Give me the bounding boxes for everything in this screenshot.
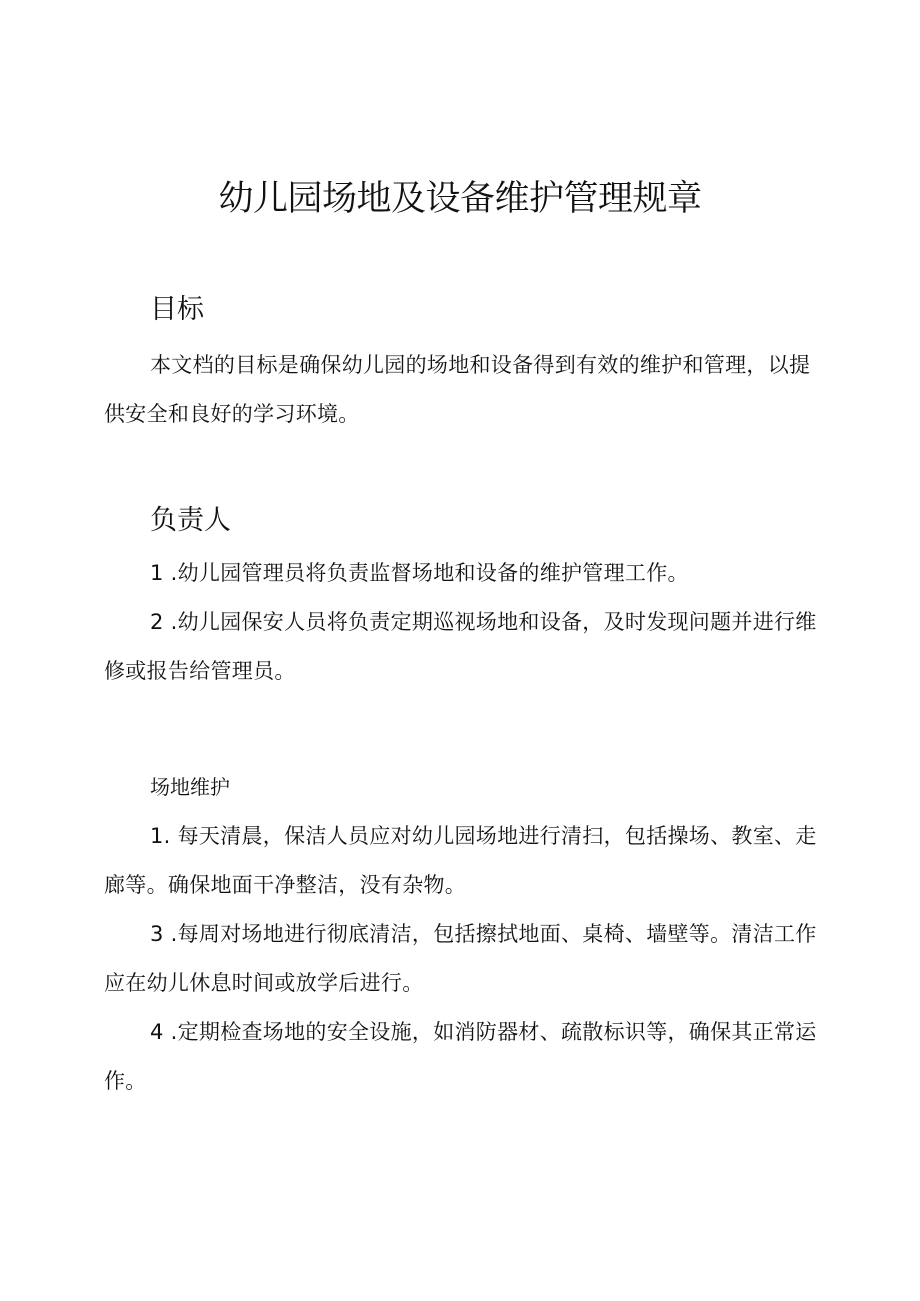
paragraph-responsible-1: 1 .幼儿园管理员将负责监督场地和设备的维护管理工作。 [150,561,689,585]
paragraph-responsible-2: 2 .幼儿园保安人员将负责定期巡视场地和设备，及时发现问题并进行维修或报告给管理员。 [104,610,817,683]
paragraph-goal: 本文档的目标是确保幼儿园的场地和设备得到有效的维护和管理，以提供安全和良好的学习环境。 [104,353,811,426]
document-title: 幼儿园场地及设备维护管理规章 [218,179,702,219]
section-heading-goal: 目标 [150,294,204,325]
section-heading-responsible: 负责人 [150,505,231,536]
paragraph-site-3: 3 .每周对场地进行彻底清洁，包括擦拭地面、桌椅、墙壁等。清洁工作应在幼儿休息时间或放学后进行。 [104,922,817,995]
section-heading-site-maintenance: 场地维护 [150,775,230,799]
paragraph-site-4: 4 .定期检查场地的安全设施，如消防器材、疏散标识等，确保其正常运作。 [104,1020,817,1093]
paragraph-site-1: 1. 每天清晨，保洁人员应对幼儿园场地进行清扫，包括操场、教室、走廊等。确保地面干净整洁，没有杂物。 [104,824,817,897]
